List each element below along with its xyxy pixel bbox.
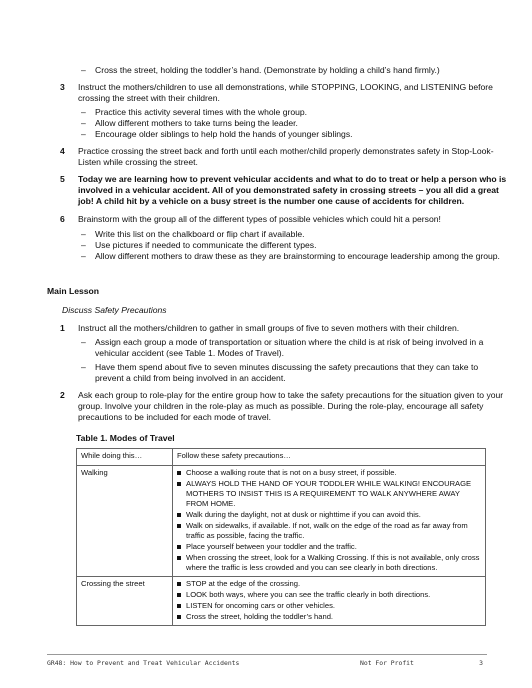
list-item-text: Write this list on the chalkboard or flip chart if available. (95, 229, 305, 239)
step-number: 4 (60, 146, 65, 156)
list-item-text: Assign each group a mode of transportation or situation where the child is at risk of being involved in a vehicular accident (see Table 1. Modes of Travel). (95, 337, 484, 358)
precaution-text: Cross the street, holding the toddler’s hand. (186, 612, 334, 621)
dash-marker: – (81, 362, 86, 372)
list-item-text: Use pictures if needed to communicate the different types. (95, 240, 317, 250)
column-header: Follow these safety precautions… (173, 449, 486, 466)
precaution-text: STOP at the edge of the crossing. (186, 579, 301, 588)
step-text: Brainstorm with the group all of the different types of possible vehicles which could hit a person! (78, 214, 441, 224)
list-item-text: Have them spend about five to seven minutes discussing the safety precautions that they can take to prevent a child from being involved in an accident. (95, 362, 479, 383)
precaution-text: Choose a walking route that is not on a busy street, if possible. (186, 468, 397, 477)
list-item-text: Allow different mothers to take turns being the leader. (95, 118, 298, 128)
mode-cell: Walking (77, 466, 173, 577)
numbered-step-4 (60, 146, 510, 168)
list-item-text: Practice this activity several times with the whole group. (95, 107, 308, 117)
dash-marker: – (81, 251, 86, 261)
precaution-text: Place yourself between your toddler and the traffic. (186, 542, 357, 551)
precaution-item (177, 612, 481, 622)
bullet-icon (177, 471, 181, 475)
table-row (77, 577, 486, 626)
precaution-item (177, 479, 481, 509)
section-heading: Main Lesson (47, 286, 100, 296)
table-row (77, 466, 486, 577)
precaution-item (177, 521, 481, 541)
dash-marker: – (81, 107, 86, 117)
step-text: Practice crossing the street back and forth until each mother/child properly demonstrates safety in Stop-Look-Listen while crossing the street. (78, 146, 494, 167)
dash-marker: – (81, 337, 86, 347)
precaution-item (177, 542, 481, 552)
numbered-step-1 (60, 323, 510, 334)
dash-marker: – (81, 229, 86, 239)
bullet-icon (177, 524, 181, 528)
numbered-step-3 (60, 82, 510, 104)
precaution-item (177, 601, 481, 611)
bullet-icon (177, 545, 181, 549)
precaution-item (177, 468, 481, 478)
mode-cell: Crossing the street (77, 577, 173, 626)
dash-marker: – (81, 240, 86, 250)
precaution-text: When crossing the street, look for a Walking Crossing. If this is not available, only cross where the traffic is less crowded and you can see clearly in both directions. (186, 553, 480, 572)
bullet-icon (177, 482, 181, 486)
footer-document-title: GR48: How to Prevent and Treat Vehicular Accidents (47, 659, 240, 667)
precautions-cell (173, 577, 486, 626)
page-footer (47, 654, 487, 667)
table-title: Table 1. Modes of Travel (76, 433, 175, 443)
numbered-step-5 (60, 174, 510, 207)
precaution-text: ALWAYS HOLD THE HAND OF YOUR TODDLER WHILE WALKING! ENCOURAGE MOTHERS TO INSIST THIS IS A REQUIREMENT TO WALK ANYWHERE AWAY FROM HOME. (186, 479, 472, 508)
page-number: 3 (479, 659, 483, 667)
step-text: Instruct all the mothers/children to gather in small groups of five to seven mothers with their children. (78, 323, 460, 333)
step-number: 2 (60, 390, 65, 400)
bullet-icon (177, 593, 181, 597)
dash-marker: – (81, 65, 86, 75)
list-item (81, 240, 501, 251)
precaution-text: Walk on sidewalks, if available. If not, walk on the edge of the road as far away from traffic as possible, facing the traffic. (186, 521, 468, 540)
list-item (81, 251, 501, 262)
precautions-cell (173, 466, 486, 577)
bullet-icon (177, 604, 181, 608)
step-text: Ask each group to role-play for the entire group how to take the safety precautions for the situation given to your group. Involve your children in the role-play as much as possible. During the role-play, encourage all safety precautions to be included for each mode of travel. (78, 390, 504, 422)
dash-marker: – (81, 129, 86, 139)
precaution-text: LISTEN for oncoming cars or other vehicles. (186, 601, 335, 610)
numbered-step-6 (60, 214, 510, 225)
bullet-icon (177, 513, 181, 517)
step-text: Today we are learning how to prevent vehicular accidents and what to do to treat or help a person who is involved in a vehicular accident. All of you demonstrated safety in crossing streets – you all did a great job! A child hit by a vehicle on a busy street is the number one cause of accidents for children. (78, 174, 507, 206)
column-header: While doing this… (77, 449, 173, 466)
list-item (81, 362, 501, 384)
table-header-row (77, 449, 486, 466)
precaution-item (177, 590, 481, 600)
step-number: 6 (60, 214, 65, 224)
dash-marker: – (81, 118, 86, 128)
bullet-icon (177, 615, 181, 619)
list-item (81, 129, 501, 140)
list-item-text: Allow different mothers to draw these as they are brainstorming to encourage leadership among the group. (95, 251, 500, 261)
precaution-item (177, 510, 481, 520)
list-item (81, 107, 501, 118)
modes-of-travel-table (76, 448, 486, 626)
list-item-text: Cross the street, holding the toddler’s hand. (Demonstrate by holding a child’s hand firmly.) (95, 65, 440, 75)
list-item (81, 65, 501, 76)
footer-notice: Not For Profit (360, 659, 414, 667)
precaution-item (177, 579, 481, 589)
list-item (81, 118, 501, 129)
step-text: Instruct the mothers/children to use all demonstrations, while STOPPING, LOOKING, and LISTENING before crossing the street with their children. (78, 82, 493, 103)
step-number: 3 (60, 82, 65, 92)
numbered-step-2 (60, 390, 510, 423)
precaution-text: LOOK both ways, where you can see the traffic clearly in both directions. (186, 590, 431, 599)
list-item-text: Encourage older siblings to help hold the hands of younger siblings. (95, 129, 353, 139)
step-number: 1 (60, 323, 65, 333)
list-item (81, 337, 501, 359)
precaution-text: Walk during the daylight, not at dusk or nighttime if you can avoid this. (186, 510, 421, 519)
bullet-icon (177, 556, 181, 560)
precaution-item (177, 553, 481, 573)
bullet-icon (177, 582, 181, 586)
list-item (81, 229, 501, 240)
section-subheading: Discuss Safety Precautions (62, 305, 167, 315)
step-number: 5 (60, 174, 65, 184)
